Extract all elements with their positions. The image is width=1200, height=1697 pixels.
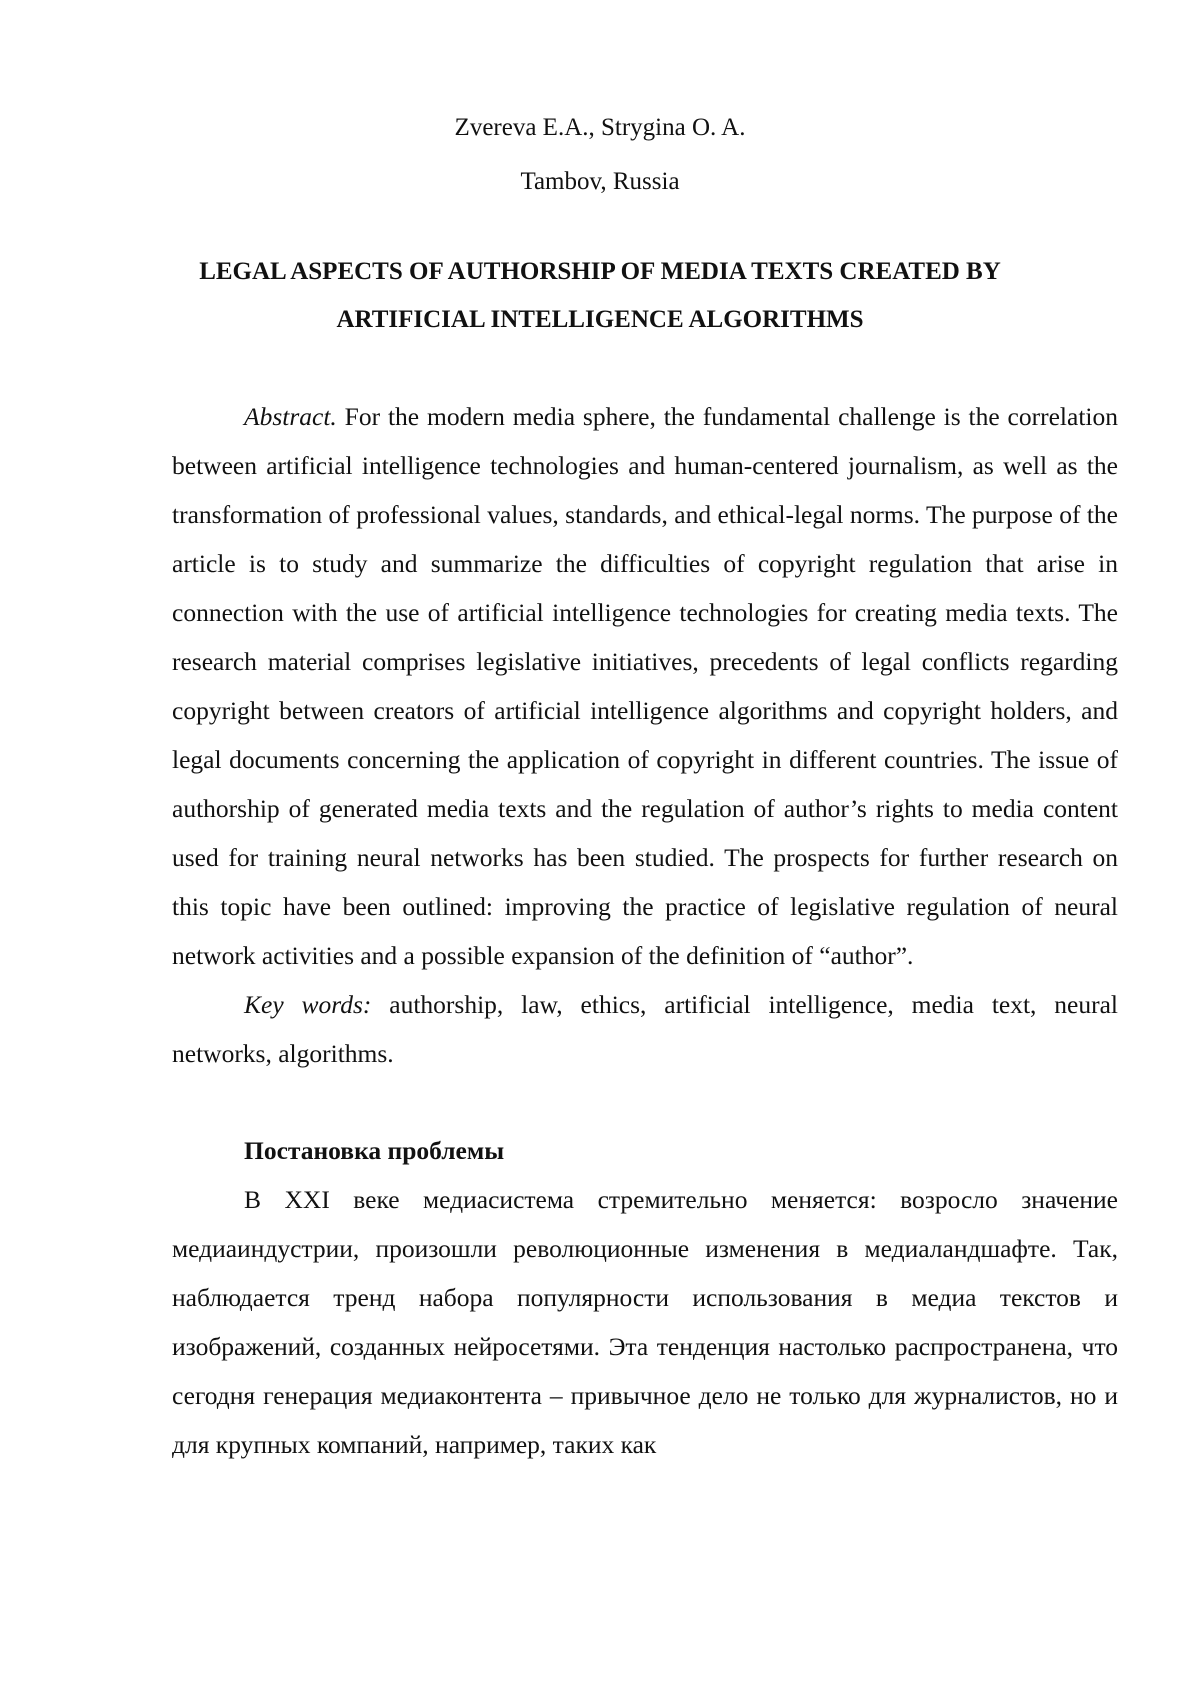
keywords-label: Key words: [244,990,372,1019]
author-location: Tambov, Russia [520,168,680,195]
body-text [172,392,1118,1469]
section-heading: Постановка проблемы [244,1136,505,1165]
title-line-2: ARTIFICIAL INTELLIGENCE ALGORITHMS [336,306,864,333]
title-line-1: LEGAL ASPECTS OF AUTHORSHIP OF MEDIA TEXTS CREATED BY [199,258,1001,285]
keywords-paragraph [172,980,1118,1078]
abstract-paragraph [172,392,1118,980]
authors: Zvereva E.A., Strygina O. A. [454,114,746,141]
paper-title [0,248,1200,344]
abstract-label: Abstract. [244,402,337,431]
section-paragraph: В XXI веке медиасистема стремительно меняется: возросло значение медиаиндустрии, произошли революционные изменения в медиаландшафте. Так, наблюдается тренд набора популярности использования в медиа текстов и изображений, созданных нейросетями. Эта тенденция настолько распространена, что сегодня генерация медиаконтента – привычное дело не только для журналистов, но и для крупных компаний, например, таких как [172,1185,1118,1459]
abstract-text: For the modern media sphere, the fundamental challenge is the correlation between artificial intelligence technologies and human-centered journalism, as well as the transformation of professional values, standards, and ethical-legal norms. The purpose of the article is to study and summarize the difficulties of copyright regulation that arise in connection with the use of artificial intelligence technologies for creating media texts. The research material comprises legislative initiatives, precedents of legal conflicts regarding copyright between creators of artificial intelligence algorithms and copyright holders, and legal documents concerning the application of copyright in different countries. The issue of authorship of generated media texts and the regulation of author’s rights to media content used for training neural networks has been studied. The prospects for further research on this topic have been outlined: improving the practice of legislative regulation of neural network activities and a possible expansion of the definition of “author”. [172,402,1118,970]
keywords-text: authorship, law, ethics, artificial intelligence, media text, neural networks, algorithms. [172,990,1118,1068]
